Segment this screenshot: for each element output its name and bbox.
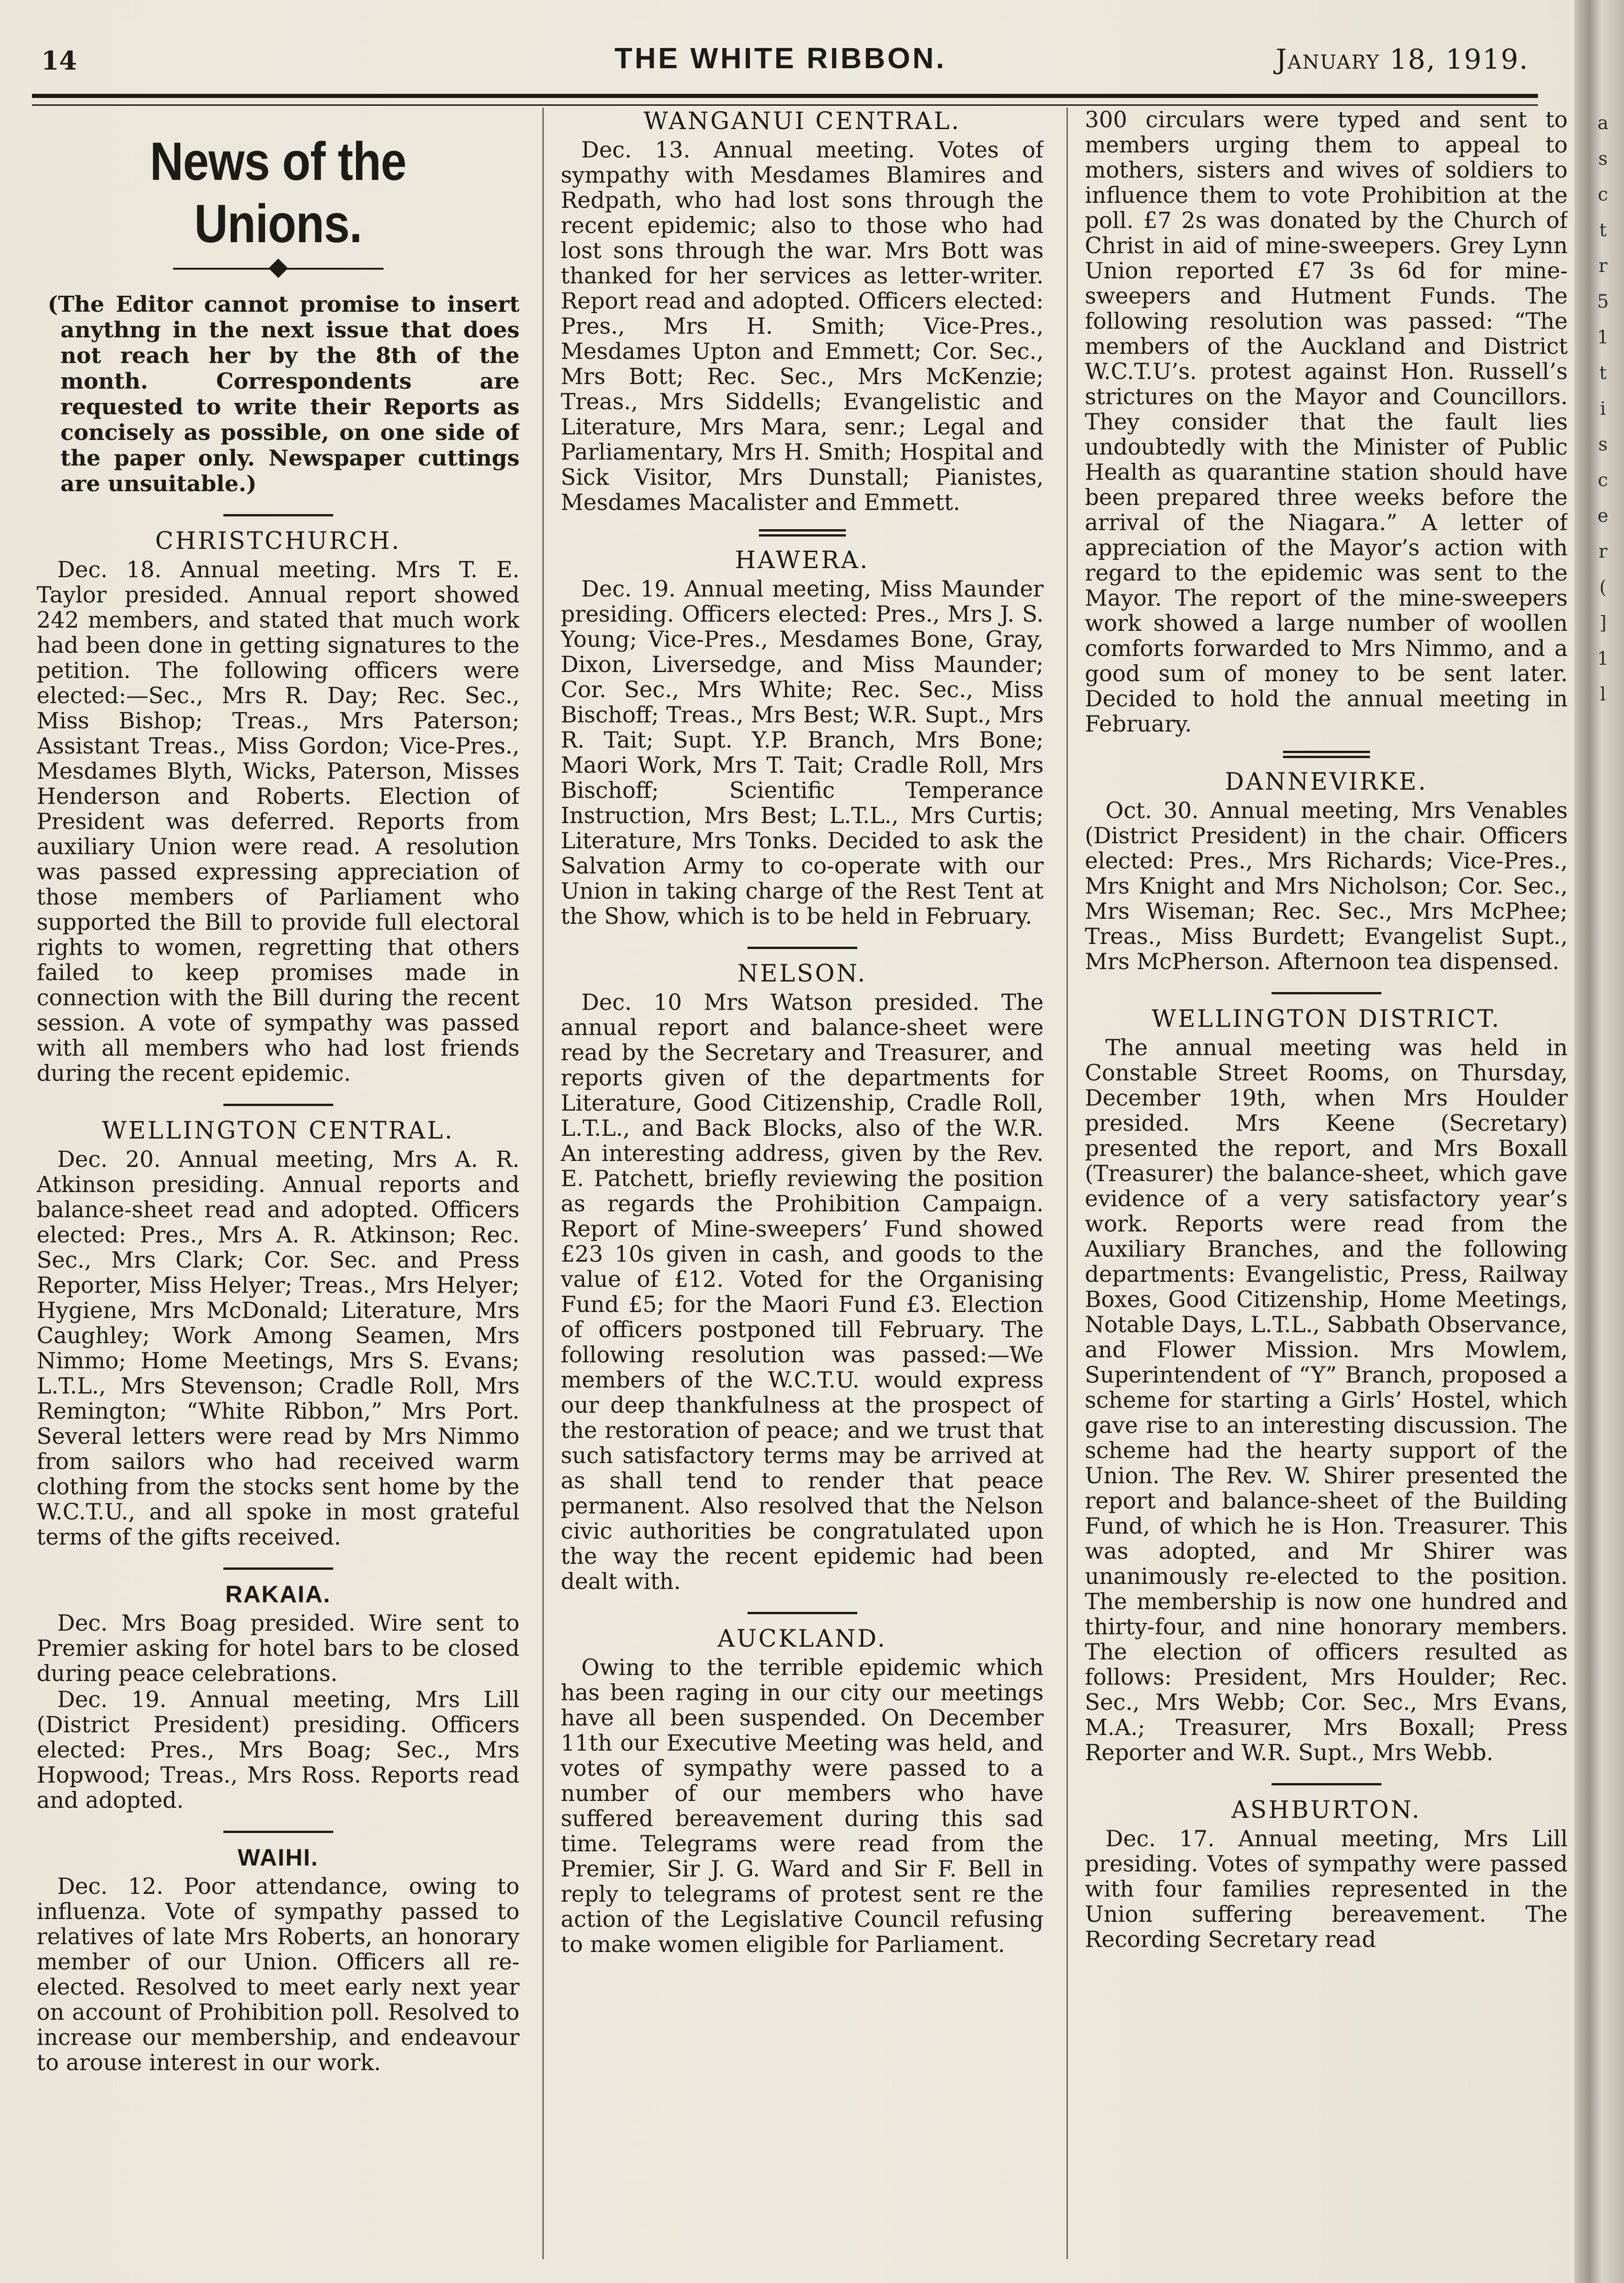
- report-paragraph: Oct. 30. Annual meeting, Mrs Venables (District President) in the chair. Officers elected: Pres., Mrs Richards; Vice-Pres., Mrs Knight and Mrs Nicholson; Cor. Sec., Mrs Wiseman; Rec. Sec., Mrs McPhee; Treas., Miss Burdett; Evangelist Supt., Mrs McPherson. Afternoon tea dispensed.: [1085, 798, 1568, 975]
- report-paragraph: Dec. 19. Annual meeting, Mrs Lill (District President) presiding. Officers elected: Pres., Mrs Boag; Sec., Mrs Hopwood; Treas., Mrs Ross. Reports read and adopted.: [37, 1687, 520, 1813]
- page-header: [27, 18, 1533, 87]
- column-1: [37, 108, 520, 2259]
- section-rule: [223, 1104, 333, 1106]
- union-heading-wanganui-central: WANGANUI CENTRAL.: [643, 108, 961, 135]
- edge-letter: a: [1597, 113, 1608, 134]
- union-heading-wellington-district: WELLINGTON DISTRICT.: [1152, 1005, 1501, 1033]
- edge-letter: ]: [1599, 613, 1607, 634]
- report-paragraph: Dec. 17. Annual meeting, Mrs Lill presiding. Votes of sympathy were passed with four families represented in the Union suffering bereavement. The Recording Secretary read: [1085, 1826, 1568, 1952]
- editor-note: (The Editor cannot promise to insert anythng in the next issue that does not reach her by the 8th of the month. Correspondents are requested to write their Reports as concisely as possible, on one side of the paper only. Newspaper cuttings are unsuitable.): [48, 292, 520, 497]
- edge-letter: s: [1598, 434, 1608, 455]
- section-rule: [1283, 751, 1370, 758]
- issue-date: January 18, 1919.: [1276, 43, 1529, 76]
- diamond-ornament-icon: [268, 259, 287, 278]
- adjacent-page-edge-text: [1594, 105, 1612, 712]
- union-heading-auckland: AUCKLAND.: [717, 1625, 887, 1653]
- section-rule: [223, 1567, 333, 1570]
- column-2: [561, 108, 1044, 2259]
- report-paragraph: Owing to the terrible epidemic which has been raging in our city our meetings have all been suspended. On December 11th our Executive Meeting was held, and votes of sympathy were passed to a number of our members who have suffered bereavement during this sad time. Telegrams were read from the Premier, Sir J. G. Ward and Sir F. Bell in reply to telegrams of protest sent re the action of the Legislative Council refusing to make women eligible for Parliament.: [561, 1655, 1044, 1958]
- report-paragraph: Dec. 10 Mrs Watson presided. The annual report and balance-sheet were read by the Secretary and Treasurer, and reports given of the departments for Literature, Good Citizenship, Cradle Roll, L.T.L., and Back Blocks, also of the W.R. An interesting address, given by the Rev. E. Patchett, briefly reviewing the position as regards the Prohibition Campaign. Report of Mine-sweepers’ Fund showed £23 10s given in cash, and goods to the value of £12. Voted for the Organising Fund £5; for the Maori Fund £3. Election of officers postponed till February. The following resolution was passed:—We members of the W.C.T.U. would express our deep thankfulness at the prospect of the restoration of peace; and we trust that such satisfactory terms may be arrived at as shall tend to render that peace permanent. Also resolved that the Nelson civic authorities be congratulated upon the way the recent epidemic had been dealt with.: [561, 990, 1044, 1594]
- section-rule: [759, 529, 846, 537]
- edge-letter: t: [1599, 363, 1607, 384]
- report-paragraph: Dec. 18. Annual meeting. Mrs T. E. Taylor presided. Annual report showed 242 members, and stated that much work had been done in getting signatures to the petition. The following officers were elected:—Sec., Mrs R. Day; Rec. Sec., Miss Bishop; Treas., Mrs Paterson; Assistant Treas., Miss Gordon; Vice-Pres., Mesdames Blyth, Wicks, Paterson, Misses Henderson and Roberts. Election of President was deferred. Reports from auxiliary Union were read. A resolution was passed expressing appreciation of those members of Parliament who supported the Bill to provide full electoral rights to women, regretting that others failed to keep promises made in connection with the Bill during the recent session. A vote of sympathy was passed with all members who had lost friends during the recent epidemic.: [37, 557, 520, 1086]
- report-paragraph: The annual meeting was held in Constable Street Rooms, on Thursday, December 19th, when Mrs Houlder presided. Mrs Keene (Secretary) presented the report, and Mrs Boxall (Treasurer) the balance-sheet, which gave evidence of a very satisfactory year’s work. Reports were read from the Auxiliary Branches, and the following departments: Evangelistic, Press, Railway Boxes, Good Citizenship, Home Meetings, Notable Days, L.T.L., Sabbath Observance, and Flower Mission. Mrs Mowlem, Superintendent of “Y” Branch, proposed a scheme for starting a Girls’ Hostel, which gave rise to an interesting discussion. The scheme had the hearty support of the Union. The Rev. W. Shirer presented the report and balance-sheet of the Building Fund, of which he is Hon. Treasurer. This was adopted, and Mr Shirer was unanimously re-elected to the position. The membership is now one hundred and thirty-four, and nine honorary members. The election of officers resulted as follows: President, Mrs Houlder; Rec. Sec., Mrs Webb; Cor. Sec., Mrs Evans, M.A.; Treasurer, Mrs Boxall; Press Reporter and W.R. Supt., Mrs Webb.: [1085, 1035, 1568, 1766]
- newspaper-title: THE WHITE RIBBON.: [614, 42, 947, 75]
- edge-letter: r: [1598, 541, 1608, 562]
- report-paragraph-continued: 300 circulars were typed and sent to members urging them to appeal to mothers, sisters and wives of soldiers to influence them to vote Prohibition at the poll. £7 2s was donated by the Church of Christ in aid of mine-sweepers. Grey Lynn Union reported £7 3s 6d for mine-sweepers and Hutment Funds. The following resolution was passed: “The members of the Auckland and District W.C.T.U’s. protest against Hon. Russell’s strictures on the Mayor and Councillors. They consider that the fault lies undoubtedly with the Minister of Public Health as quarantine station should have been prepared three weeks before the arrival of the Niagara.” A letter of appreciation of the Mayor’s action with regard to the epidemic was sent to the Mayor. The report of the mine-sweepers work showed a large number of woollen comforts forwarded to Mrs Nimmo, and a good sum of money to be sent later. Decided to hold the annual meeting in February.: [1085, 108, 1568, 737]
- union-heading-ashburton: ASHBURTON.: [1231, 1796, 1421, 1824]
- edge-letter: 1: [1597, 327, 1609, 348]
- edge-letter: l: [1600, 684, 1606, 705]
- edge-letter: r: [1598, 255, 1608, 277]
- report-paragraph: Dec. 19. Annual meeting, Miss Maunder presiding. Officers elected: Pres., Mrs J. S. Young; Vice-Pres., Mesdames Bone, Gray, Dixon, Liversedge, and Miss Maunder; Cor. Sec., Mrs White; Rec. Sec., Miss Bischoff; Treas., Mrs Best; W.R. Supt., Mrs R. Tait; Supt. Y.P. Branch, Mrs Bone; Maori Work, Mrs T. Tait; Cradle Roll, Mrs Bischoff; Scientific Temperance Instruction, Mrs Best; L.T.L., Mrs Curtis; Literature, Mrs Tonks. Decided to ask the Salvation Army to co-operate with our Union in taking charge of the Rest Tent at the Show, which is to be held in February.: [561, 576, 1044, 929]
- header-rule: [32, 94, 1538, 106]
- section-rule: [747, 947, 857, 949]
- edge-letter: (: [1599, 577, 1607, 598]
- section-rule: [1272, 1783, 1381, 1785]
- report-paragraph: Dec. 20. Annual meeting, Mrs A. R. Atkinson presiding. Annual reports and balance-sheet read and adopted. Officers elected: Pres., Mrs A. R. Atkinson; Rec. Sec., Mrs Clark; Cor. Sec. and Press Reporter, Miss Helyer; Treas., Mrs Helyer; Hygiene, Mrs McDonald; Literature, Mrs Caughley; Work Among Seamen, Mrs Nimmo; Home Meetings, Mrs S. Evans; L.T.L., Mrs Stevenson; Cradle Roll, Mrs Remington; “White Ribbon,” Mrs Port. Several letters were read by Mrs Nimmo from sailors who had received warm clothing from the stocks sent home by the W.C.T.U., and all spoke in most grateful terms of the gifts received.: [37, 1147, 520, 1550]
- edge-letter: 5: [1597, 291, 1609, 312]
- edge-letter: s: [1598, 148, 1608, 169]
- edge-letter: c: [1597, 184, 1608, 205]
- report-paragraph: Dec. 12. Poor attendance, owing to influenza. Vote of sympathy passed to relatives of late Mrs Roberts, an honorary member of our Union. Officers all re-elected. Resolved to meet early next year on account of Prohibition poll. Resolved to increase our membership, and endeavour to arouse interest in our work.: [37, 1874, 520, 2076]
- column-divider: [542, 108, 544, 2259]
- column-divider: [1066, 108, 1068, 2259]
- union-heading-nelson: NELSON.: [737, 960, 867, 987]
- edge-letter: i: [1600, 398, 1606, 419]
- section-rule: [1272, 992, 1381, 994]
- column-3: [1085, 108, 1568, 2259]
- report-paragraph: Dec. 13. Annual meeting. Votes of sympathy with Mesdames Blamires and Redpath, who had lost sons through the recent epidemic; also to those who had lost sons through the war. Mrs Bott was thanked for her services as letter-writer. Report read and adopted. Officers elected: Pres., Mrs H. Smith; Vice-Pres., Mesdames Upton and Emmett; Cor. Sec., Mrs Bott; Rec. Sec., Mrs McKenzie; Treas., Mrs Siddells; Evangelistic and Literature, Mrs Mara, senr.; Legal and Parliamentary, Mrs H. Smith; Hospital and Sick Visitor, Mrs Dunstall; Pianistes, Mesdames Macalister and Emmett.: [561, 137, 1044, 515]
- union-heading-waihi: WAIHI.: [238, 1844, 319, 1871]
- union-heading-wellington-central: WELLINGTON CENTRAL.: [102, 1117, 455, 1144]
- union-heading-hawera: HAWERA.: [735, 547, 870, 574]
- edge-letter: e: [1597, 505, 1608, 526]
- report-paragraph: Dec. Mrs Boag presided. Wire sent to Premier asking for hotel bars to be closed during peace celebrations.: [37, 1611, 520, 1686]
- union-heading-rakaia: RAKAIA.: [225, 1581, 331, 1608]
- union-heading-christchurch: CHRISTCHURCH.: [155, 527, 401, 555]
- section-rule: [223, 1831, 333, 1833]
- edge-letter: t: [1599, 220, 1607, 241]
- edge-letter: 1: [1597, 648, 1609, 669]
- page-number: 14: [41, 46, 77, 76]
- page-heading: News of the Unions.: [150, 131, 406, 254]
- section-rule: [747, 1612, 857, 1614]
- ornamental-rule: [173, 260, 384, 278]
- union-heading-dannevirke: DANNEVIRKE.: [1225, 768, 1428, 796]
- section-rule: [223, 514, 333, 516]
- edge-letter: c: [1597, 470, 1608, 491]
